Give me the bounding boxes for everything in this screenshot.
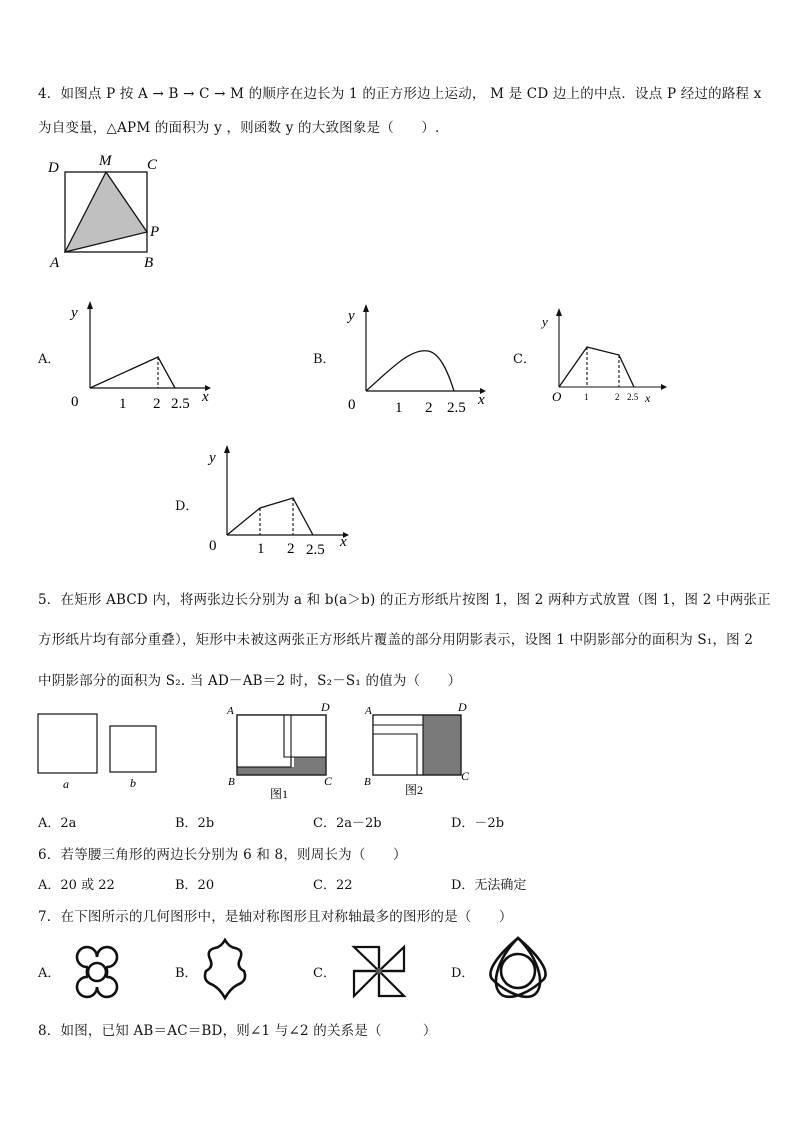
svg-text:O: O — [552, 389, 562, 403]
svg-text:y: y — [209, 450, 216, 466]
svg-text:图1: 图1 — [270, 787, 289, 801]
q5-figure-1 — [224, 700, 344, 805]
svg-text:2: 2 — [425, 400, 433, 415]
svg-text:x: x — [202, 389, 209, 405]
q5-line-1: 5．在矩形 ABCD 内，将两张边长分别为 a 和 b(a＞b) 的正方形纸片按图 1，图 2 两种方式放置（图 1，图 2 中两张正 — [38, 592, 771, 608]
q7-option-c-label[interactable]: C． — [313, 966, 336, 981]
q4-square-figure — [44, 150, 174, 275]
svg-text:C: C — [324, 774, 333, 788]
q6-stem: 6．若等腰三角形的两边长分别为 6 和 8，则周长为（ ） — [38, 847, 407, 863]
label-M: M — [99, 153, 112, 169]
q5-figure-2 — [361, 700, 481, 805]
q8-stem: 8．如图，已知 AB＝AC＝BD，则∠1 与∠2 的关系是（ ） — [38, 1023, 437, 1039]
label-A: A — [50, 255, 60, 271]
svg-text:2: 2 — [287, 541, 295, 556]
svg-text:x: x — [645, 391, 651, 403]
q4-option-b-label[interactable]: B． — [313, 352, 336, 367]
svg-text:2.5: 2.5 — [627, 392, 639, 402]
svg-text:x: x — [340, 534, 347, 550]
svg-text:y: y — [71, 305, 78, 321]
q6-option-c[interactable]: C．22 — [313, 878, 353, 893]
svg-text:0: 0 — [348, 397, 356, 413]
q5-option-c[interactable]: C．2a－2b — [313, 816, 382, 831]
svg-text:A: A — [365, 705, 372, 717]
q4-option-d-graph[interactable] — [203, 441, 363, 556]
svg-text:1: 1 — [119, 396, 127, 412]
q4-option-a-graph[interactable] — [65, 297, 225, 412]
triquetra-circle-icon[interactable] — [486, 935, 550, 1001]
q7-option-a-label[interactable]: A． — [38, 966, 61, 981]
svg-text:0: 0 — [209, 538, 217, 554]
q7-option-d-label[interactable]: D． — [451, 966, 475, 981]
svg-text:1: 1 — [257, 541, 265, 556]
svg-text:B: B — [364, 776, 371, 788]
q5-option-a[interactable]: A．2a — [38, 816, 77, 831]
q5-option-b[interactable]: B．2b — [175, 816, 215, 831]
q5-option-d[interactable]: D．－2b — [451, 816, 505, 831]
label-P: P — [150, 224, 160, 240]
q4-option-c-graph[interactable] — [535, 303, 675, 403]
svg-text:0: 0 — [71, 394, 79, 410]
svg-text:y: y — [348, 308, 355, 324]
q4-option-d-label[interactable]: D． — [175, 499, 199, 514]
label-D: D — [48, 160, 59, 176]
svg-text:2: 2 — [153, 396, 161, 412]
q6-option-d[interactable]: D．无法确定 — [451, 878, 527, 893]
svg-text:B: B — [228, 776, 235, 788]
svg-text:C: C — [461, 769, 470, 783]
label-B: B — [144, 255, 154, 271]
svg-text:2.5: 2.5 — [171, 396, 190, 412]
q5-line-2: 方形纸片均有部分重叠），矩形中未被这两张正方形纸片覆盖的部分用阴影表示，设图 1 中阴影部分的面积为 S₁，图 2 — [38, 632, 754, 648]
svg-text:y: y — [542, 314, 548, 329]
svg-text:x: x — [478, 392, 485, 408]
svg-text:1: 1 — [395, 400, 403, 415]
svg-text:D: D — [321, 700, 330, 714]
q4-option-c-label[interactable]: C． — [513, 352, 536, 367]
pinwheel-icon[interactable] — [348, 942, 410, 1000]
svg-text:a: a — [63, 777, 69, 791]
q7-option-b-label[interactable]: B． — [175, 966, 198, 981]
q4-line-1: 4．如图点 P 按 A → B → C → M 的顺序在边长为 1 的正方形边上运动， M 是 CD 边上的中点．设点 P 经过的路程 x — [38, 86, 762, 102]
svg-text:D: D — [458, 700, 467, 714]
q4-option-b-graph[interactable] — [340, 300, 500, 415]
wavy-vase-shape-icon[interactable] — [200, 937, 250, 1001]
svg-text:2.5: 2.5 — [306, 542, 325, 556]
q4-option-a-label[interactable]: A． — [38, 352, 61, 367]
q6-option-a[interactable]: A．20 或 22 — [38, 878, 115, 893]
four-petal-flower-icon[interactable] — [66, 943, 128, 1001]
q6-option-b[interactable]: B．20 — [175, 878, 215, 893]
svg-text:图2: 图2 — [405, 783, 424, 797]
svg-text:2.5: 2.5 — [447, 400, 466, 415]
label-C: C — [147, 157, 158, 173]
q5-line-3: 中阴影部分的面积为 S₂. 当 AD－AB＝2 时，S₂－S₁ 的值为（ ） — [38, 673, 462, 689]
q5-square-papers — [36, 710, 166, 795]
svg-text:2: 2 — [615, 392, 620, 402]
svg-text:b: b — [130, 776, 136, 790]
svg-text:1: 1 — [584, 392, 589, 402]
svg-text:A: A — [227, 705, 234, 717]
q7-stem: 7．在下图所示的几何图形中，是轴对称图形且对称轴最多的图形的是（ ） — [38, 909, 513, 925]
q4-line-2: 为自变量，△APM 的面积为 y ，则函数 y 的大致图象是（ ）. — [38, 120, 440, 136]
